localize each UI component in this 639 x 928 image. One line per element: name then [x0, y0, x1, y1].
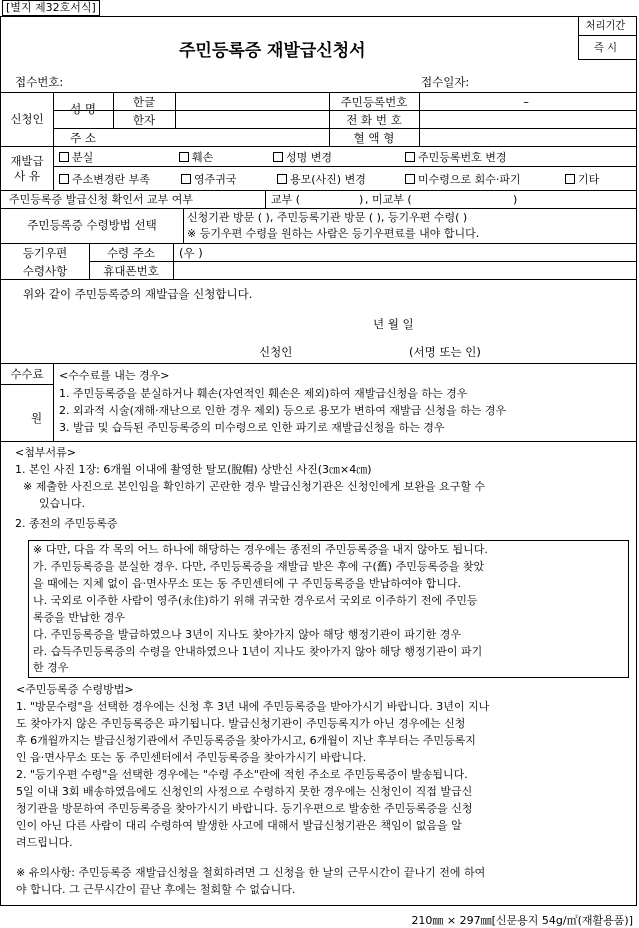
guide-line: 인 읍·면사무소 또는 동 주민센터에서 주민등록증을 찾아가시기 바랍니다.	[16, 751, 367, 764]
guide-line: 도 찾아가지 않은 주민등록증은 파기됩니다. 발급신청기관이 주민등록지가 아닌 경우에는 신청	[16, 717, 466, 730]
guide-line: 청기관을 방문하여 주민등록증을 찾아가시기 바랍니다. 등기우편으로 발송한 주민등록증을 신청	[16, 802, 473, 815]
reason-photo-change-checkbox[interactable]: 용모(사진) 변경	[277, 173, 366, 186]
not-issued-option-close: )	[513, 193, 518, 206]
hanja-name-field[interactable]	[181, 113, 326, 127]
form-title: 주민등록증 재발급신청서	[179, 41, 366, 61]
hangul-name-field[interactable]	[181, 95, 326, 109]
exemption-note-line: 가. 주민등록증을 분실한 경우. 다만, 주민등록증을 재발급 받은 후에 구(舊) 주민등록증을 찾았	[33, 560, 485, 573]
receive-method-label: 주민등록증 수령방법 선택	[27, 218, 157, 232]
guide-line: 5일 이내 3회 배송하였음에도 신청인의 사정으로 수령하지 못한 경우에는 신청인이 직접 발급신	[16, 785, 473, 798]
receive-method-guide-title: <주민등록증 수령방법>	[16, 683, 134, 696]
applicant-label: 신청인	[10, 112, 44, 126]
declaration-text: 위와 같이 주민등록증의 재발급을 신청합니다.	[23, 287, 253, 301]
caution-text: ※ 유의사항: 주민등록증 재발급신청을 철회하려면 그 신청을 한 날의 근무시간이 끝나기 전에 하여	[16, 866, 486, 879]
exemption-note-line: 다. 주민등록증을 발급하였으나 3년이 지나도 찾아가지 않아 해당 행정기관이 파기한 경우	[33, 628, 461, 641]
registered-mail-fee-note: ※ 등기우편 수령을 원하는 사람은 등기우편료를 내야 합니다.	[187, 227, 480, 240]
address-field[interactable]	[117, 131, 325, 145]
blood-type-label: 혈 액 형	[353, 131, 395, 145]
mobile-number-label: 휴대폰번호	[103, 264, 159, 278]
receive-method-options[interactable]: 신청기관 방문 ( ), 주민등록기관 방문 ( ), 등기우편 수령( )	[187, 211, 468, 224]
attachment-photo-note-cont: 있습니다.	[39, 497, 86, 510]
checkbox-icon	[179, 152, 189, 162]
confirmation-issue-label: 주민등록증 발급신청 확인서 교부 여부	[9, 193, 194, 206]
mobile-number-field[interactable]	[179, 264, 629, 278]
reason-number-change-checkbox[interactable]: 주민등록번호 변경	[405, 151, 507, 164]
date-line[interactable]: 년 월 일	[373, 317, 414, 331]
exemption-note-line: 을 때에는 지체 없이 읍·면사무소 또는 동 주민센터에 구 주민등록증을 반납하여야 합니다.	[33, 577, 461, 590]
checkbox-icon	[565, 174, 575, 184]
attachments-title: <첨부서류>	[15, 446, 76, 459]
receive-address-label: 수령 주소	[106, 246, 156, 260]
checkbox-icon	[181, 174, 191, 184]
reason-label-2: 사 유	[14, 169, 40, 183]
address-label: 주 소	[70, 131, 96, 145]
fee-item: 1. 주민등록증을 분실하거나 훼손(자연적인 훼손은 제외)하여 재발급신청을 하는 경우	[59, 387, 468, 400]
issued-option-close: )	[359, 193, 364, 206]
reason-lost-checkbox[interactable]: 분실	[59, 151, 93, 164]
receive-address-field[interactable]: (우 )	[179, 246, 203, 260]
exemption-note-line: 록증을 반납한 경우	[33, 611, 126, 624]
signature-field[interactable]: (서명 또는 인)	[409, 345, 481, 359]
receipt-number-label: 접수번호:	[15, 75, 64, 89]
hangul-label: 한글	[132, 95, 156, 109]
reason-name-change-checkbox[interactable]: 성명 변경	[273, 151, 332, 164]
registered-mail-label-1: 등기우편	[22, 246, 68, 260]
reason-damaged-checkbox[interactable]: 훼손	[179, 151, 213, 164]
guide-line: 려드립니다.	[16, 836, 73, 849]
checkbox-icon	[277, 174, 287, 184]
processing-period-value: 즉 시	[593, 41, 618, 54]
guide-line: 1. "방문수령"을 선택한 경우에는 신청 후 3년 내에 주민등록증을 받아가시기 바랍니다. 3년이 지나	[16, 700, 490, 713]
checkbox-icon	[59, 152, 69, 162]
exemption-note-line: 한 경우	[33, 661, 69, 674]
reason-unclaimed-checkbox[interactable]: 미수령으로 회수·파기	[405, 173, 521, 186]
attachment-photo: 1. 본인 사진 1장: 6개월 이내에 촬영한 탈모(脫帽) 상반신 사진(3㎝×4㎝)	[15, 463, 372, 476]
fee-title: <수수료를 내는 경우>	[59, 369, 170, 382]
guide-line: 2. "등기우편 수령"을 선택한 경우에는 "수령 주소"란에 적힌 주소로 주민등록증이 발송됩니다.	[16, 768, 468, 781]
resident-number-label: 주민등록번호	[340, 95, 408, 109]
exemption-note-line: ※ 다만, 다음 각 목의 어느 하나에 해당하는 경우에는 종전의 주민등록증을 내지 않아도 됩니다.	[33, 543, 488, 556]
caution-text-cont: 야 합니다. 그 근무시간이 끝난 후에는 철회할 수 없습니다.	[16, 883, 296, 896]
not-issued-option[interactable]: , 미교부 (	[365, 193, 412, 206]
reason-return-home-checkbox[interactable]: 영주귀국	[181, 173, 237, 186]
fee-item: 3. 발급 및 습득된 주민등록증의 미수령으로 인한 파기로 재발급신청을 하는 경우	[59, 421, 445, 434]
checkbox-icon	[59, 174, 69, 184]
phone-label: 전 화 번 호	[346, 113, 402, 127]
guide-line: 후 6개월까지는 발급신청기관에서 주민등록증을 찾아가시고, 6개월이 지난 후부터는 주민등록지	[16, 734, 476, 747]
resident-number-field[interactable]: –	[523, 95, 529, 109]
checkbox-icon	[405, 174, 415, 184]
applicant-sign-label: 신청인	[259, 345, 293, 359]
form-code: [별지 제32호서식]	[2, 0, 100, 16]
exemption-note-box	[28, 540, 629, 678]
reason-other-checkbox[interactable]: 기타	[565, 173, 599, 186]
checkbox-icon	[273, 152, 283, 162]
reason-label-1: 재발급	[10, 154, 44, 168]
attachment-old-card: 2. 종전의 주민등록증	[15, 517, 118, 530]
checkbox-icon	[405, 152, 415, 162]
attachment-photo-note: ※ 제출한 사진으로 본인임을 확인하기 곤란한 경우 발급신청기관은 신청인에게 보완을 요구할 수	[23, 480, 486, 493]
exemption-note-line: 나. 국외로 이주한 사람이 영주(永住)하기 위해 귀국한 경우로서 국외로 이주하기 전에 주민등	[33, 594, 478, 607]
hanja-label: 한자	[132, 113, 156, 127]
receipt-date-label: 접수일자:	[421, 75, 470, 89]
fee-item: 2. 외과적 시술(재해·재난으로 인한 경우 제외) 등으로 용모가 변하여 재발급 신청을 하는 경우	[59, 404, 507, 417]
fee-label: 수수료	[10, 367, 44, 381]
blood-type-field[interactable]	[425, 131, 633, 145]
registered-mail-label-2: 수령사항	[22, 264, 68, 278]
name-label: 성 명	[70, 102, 96, 116]
issued-option[interactable]: 교부 (	[271, 193, 301, 206]
paper-size-note: 210㎜ × 297㎜[신문용지 54g/㎡(재활용품)]	[411, 914, 633, 927]
reason-address-space-checkbox[interactable]: 주소변경란 부족	[59, 173, 150, 186]
fee-unit: 원	[31, 411, 43, 425]
phone-field[interactable]	[425, 113, 633, 127]
guide-line: 인이 아닌 다른 사람이 대리 수령하여 발생한 사고에 대해서 발급신청기관은 책임이 없음을 알	[16, 819, 462, 832]
exemption-note-line: 라. 습득주민등록증의 수령을 안내하였으나 1년이 지나도 찾아가지 않아 해당 행정기관이 파기	[33, 645, 483, 658]
processing-period-label: 처리기간	[585, 19, 626, 32]
